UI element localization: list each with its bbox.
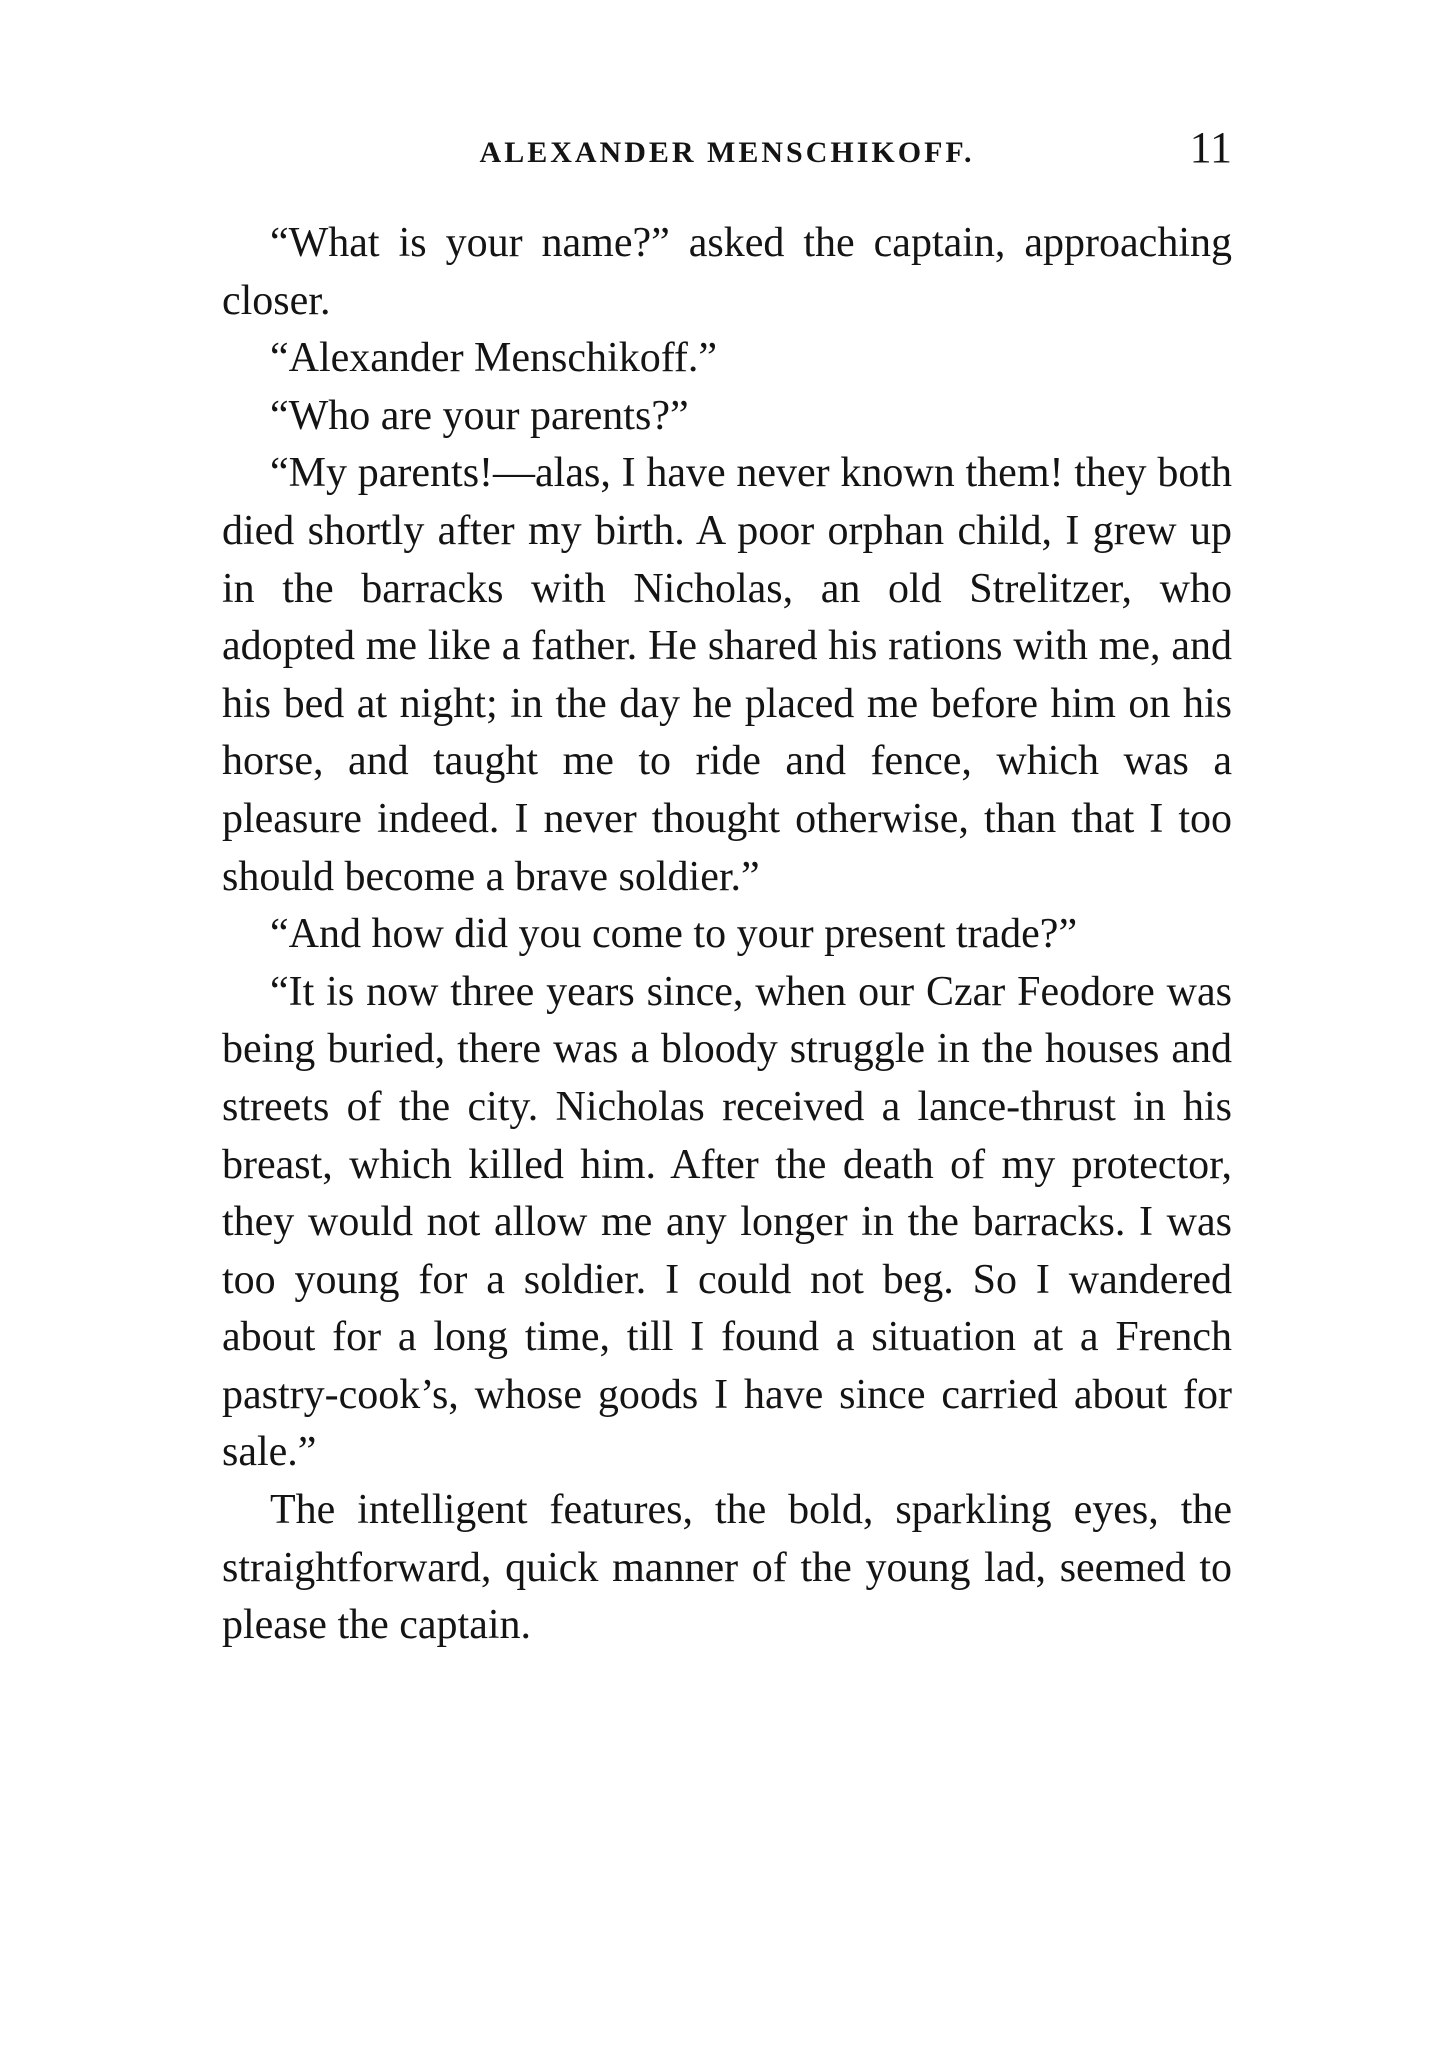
- body-text: [222, 215, 1232, 1655]
- page-number: 11: [1189, 123, 1232, 172]
- running-title: ALEXANDER MENSCHIKOFF.: [479, 136, 975, 169]
- running-head: [222, 122, 1232, 182]
- paragraph-narration: The intelligent features, the bold, sparkling eyes, the straightforward, quick manner of the young lad, seemed to please the captain.: [222, 1487, 1232, 1649]
- paragraph-answer-name: “Alexander Menschikoff.”: [270, 335, 718, 382]
- paragraph-answer-trade: “It is now three years since, when our Czar Feodore was being buried, there was a bloody struggle in the houses and streets of the city. Nicholas received a lance-thrust in his breast, which killed him. After the death of my protector, they would not allow me any longer in the barracks. I was too young for a soldier. I could not beg. So I wandered about for a long time, till I found a situation at a French pastry-cook’s, whose goods I have since carried about for sale.”: [222, 968, 1232, 1476]
- paragraph-question-name: “What is your name?” asked the captain, approaching closer.: [222, 220, 1232, 324]
- paragraph-answer-parents: “My parents!—alas, I have never known them! they both died shortly after my birth. A poor orphan child, I grew up in the barracks with Nicholas, an old Strelitzer, who adopted me like a father. He shared his rations with me, and his bed at night; in the day he placed me before him on his horse, and taught me to ride and fence, which was a pleasure indeed. I never thought otherwise, than that I too should become a brave soldier.”: [222, 450, 1232, 900]
- paragraph-question-trade: “And how did you come to your present trade?”: [270, 911, 1078, 958]
- paragraph-question-parents: “Who are your parents?”: [270, 392, 689, 439]
